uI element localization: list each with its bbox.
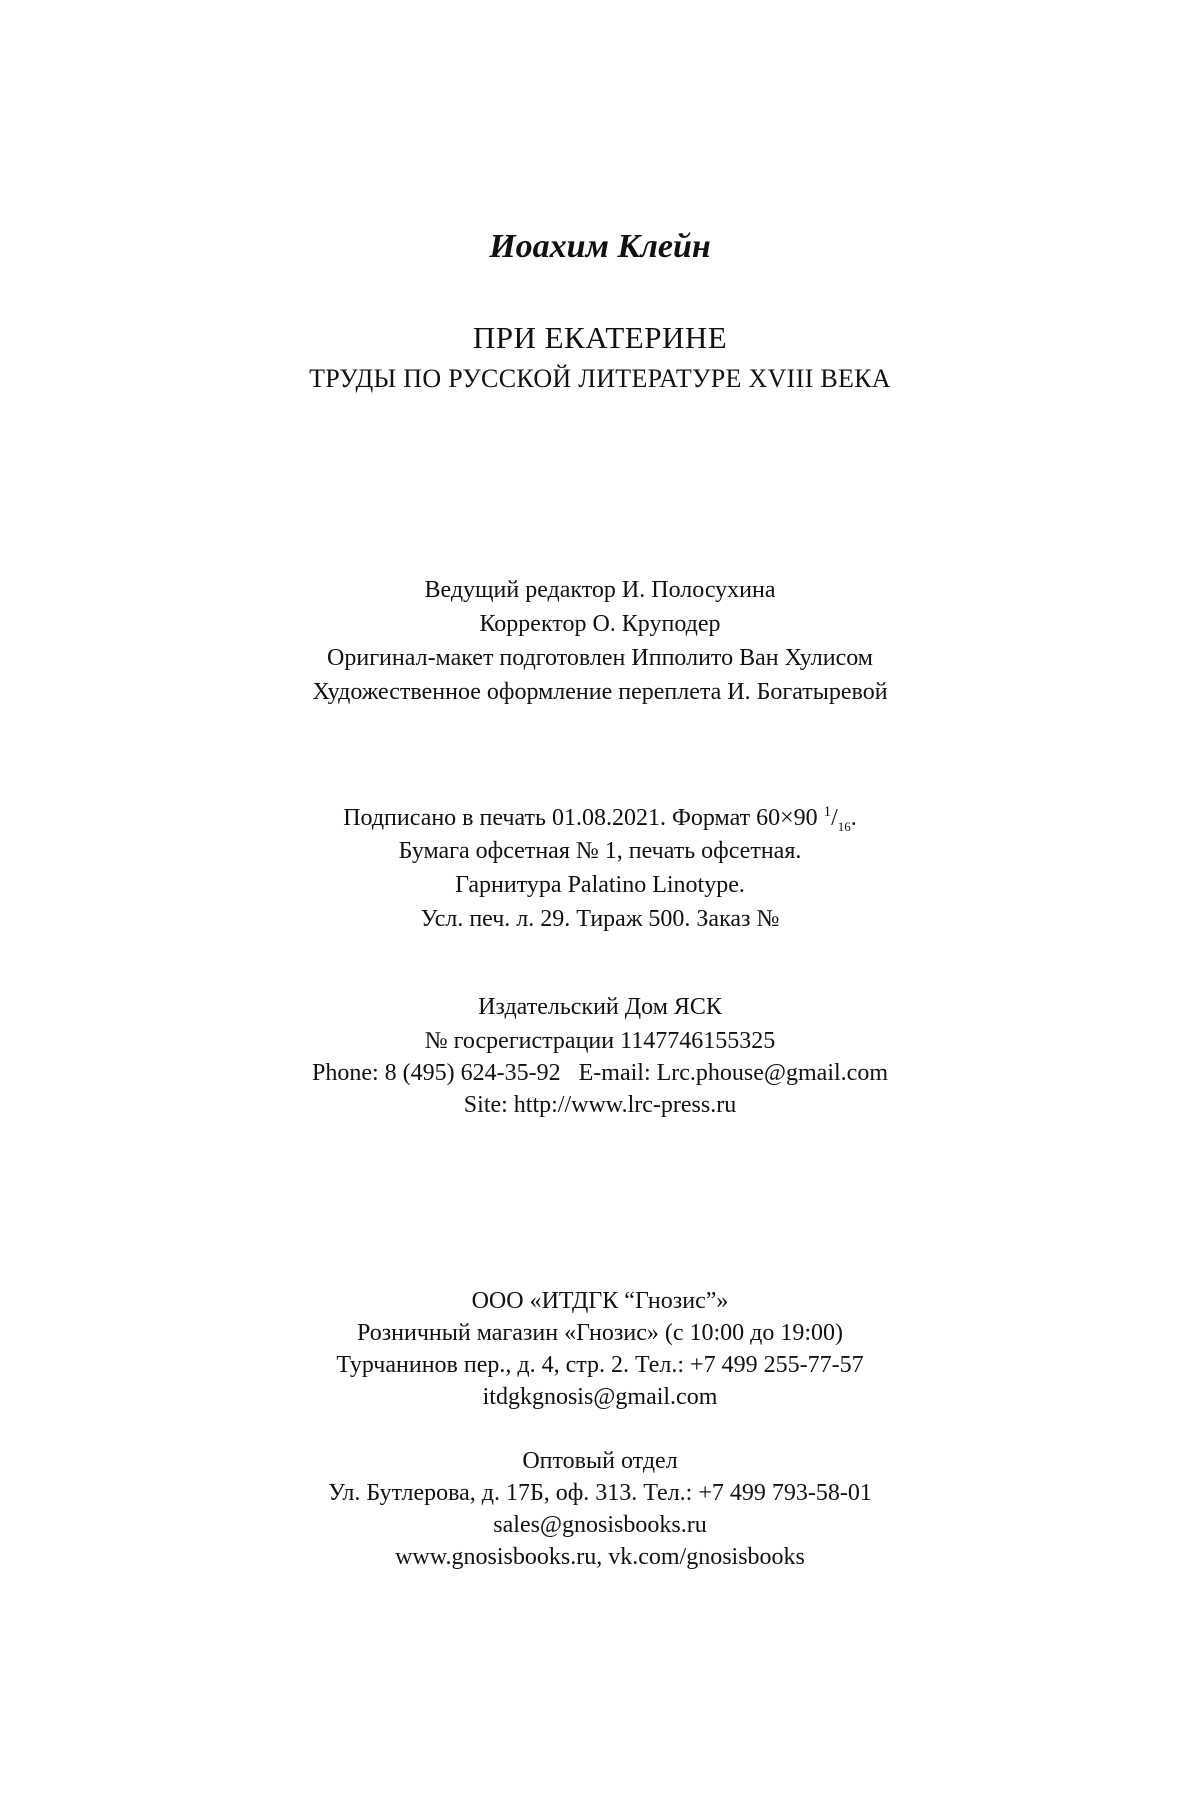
retail-company: ООО «ИТДГК “Гнозис”» [471, 1288, 729, 1314]
print-signed-line: Подписано в печать 01.08.2021. Формат 60×90 $^1/_{16}$. [343, 804, 857, 834]
retail-address: Турчанинов пер., д. 4, стр. 2. Тел.: +7 499 255-77-57 [336, 1352, 864, 1378]
wholesale-websites: www.gnosisbooks.ru, vk.com/gnosisbooks [395, 1544, 805, 1570]
print-signed-text: Подписано в печать 01.08.2021. Формат 60×90 [343, 805, 824, 831]
credit-proofreader: Корректор О. Круподер [479, 611, 721, 637]
retail-store: Розничный магазин «Гнозис» (с 10:00 до 19:00) [356, 1320, 844, 1346]
publisher-site: Site: http://www.lrc-press.ru [463, 1092, 737, 1118]
publisher-registration: № госрегистрации 1147746155325 [424, 1028, 776, 1054]
wholesale-heading: Оптовый отдел [522, 1448, 678, 1474]
publisher-name: Издательский Дом ЯСК [478, 994, 722, 1020]
format-suffix: . [850, 805, 857, 831]
wholesale-email: sales@gnosisbooks.ru [493, 1512, 707, 1538]
retail-email: itdgkgnosis@gmail.com [482, 1384, 718, 1410]
publisher-contacts: Phone: 8 (495) 624-35-92 E-mail: Lrc.phouse@gmail.com [312, 1060, 888, 1086]
print-typeface: Гарнитура Palatino Linotype. [455, 872, 745, 898]
credit-lead-editor: Ведущий редактор И. Полосухина [424, 577, 776, 603]
credit-cover-design: Художественное оформление переплета И. Богатыревой [312, 679, 888, 705]
format-denominator: 16 [837, 818, 851, 834]
book-title: ПРИ ЕКАТЕРИНЕ [472, 320, 728, 355]
format-numerator: 1 [823, 804, 832, 820]
print-sheets: Усл. печ. л. 29. Тираж 500. Заказ № [420, 906, 780, 932]
book-subtitle: ТРУДЫ ПО РУССКОЙ ЛИТЕРАТУРЕ XVIII ВЕКА [309, 364, 891, 393]
credit-layout: Оригинал-макет подготовлен Ипполито Ван Хулисом [327, 645, 873, 671]
wholesale-address: Ул. Бутлерова, д. 17Б, оф. 313. Тел.: +7 499 793-58-01 [328, 1480, 872, 1506]
author-name: Иоахим Клейн [489, 228, 711, 265]
print-paper: Бумага офсетная № 1, печать офсетная. [398, 838, 802, 864]
